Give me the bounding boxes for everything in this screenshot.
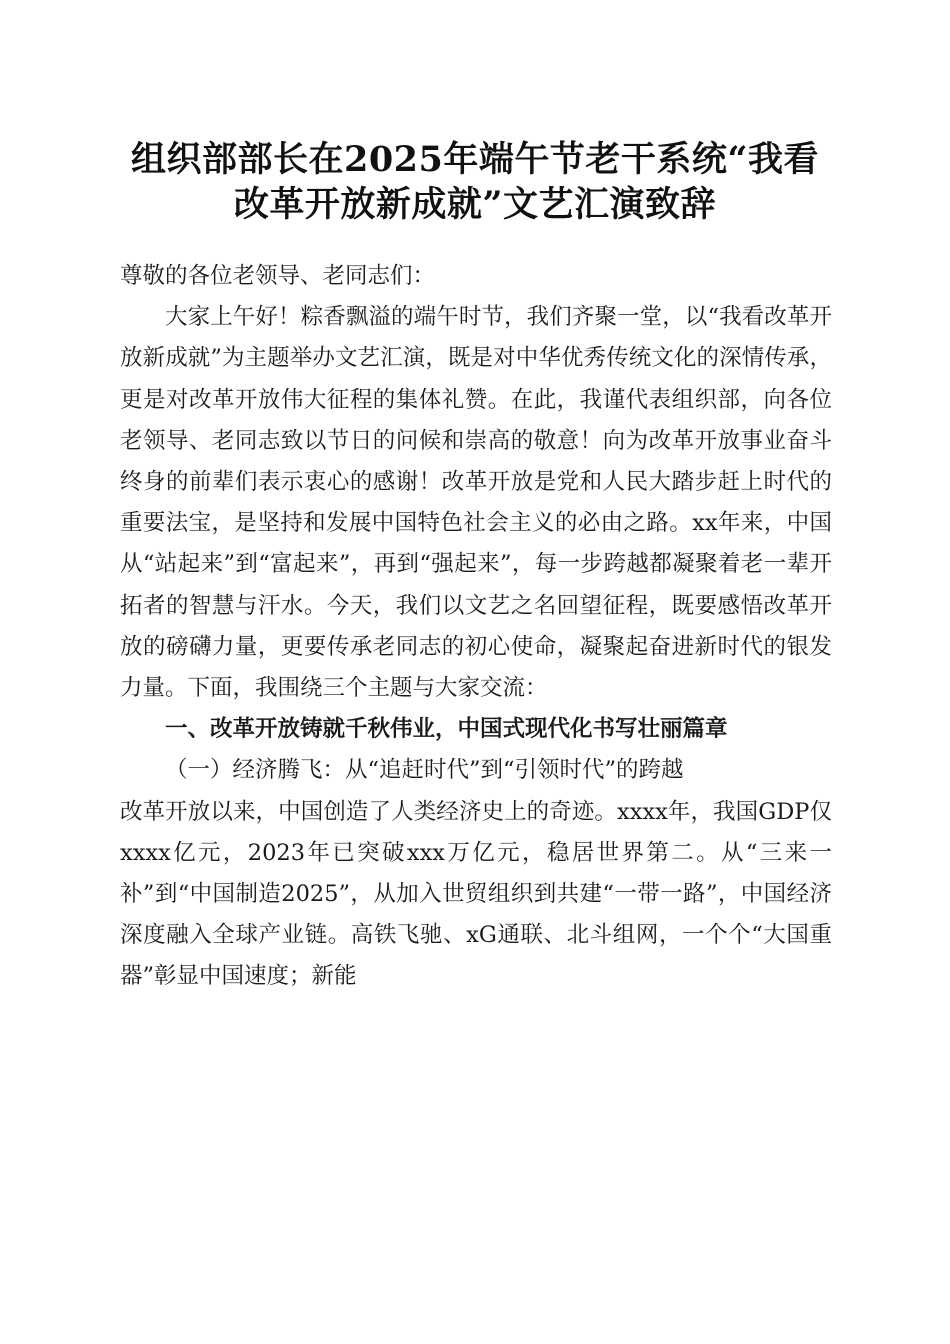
document-body	[120, 256, 832, 998]
salutation: 尊敬的各位老领导、老同志们：	[120, 263, 436, 289]
economy-paragraph: 改革开放以来，中国创造了人类经济史上的奇迹。xxxx年，我国GDP仅xxxx亿元，2023年已突破xxx万亿元，稳居世界第二。从“三来一补”到“中国制造2025”，从加入世贸组织到共建“一带一路”，中国经济深度融入全球产业链。高铁飞驰、xG通联、北斗组网，一个个“大国重器”彰显中国速度；新能	[120, 798, 832, 990]
section-1-heading: 一、改革开放铸就千秋伟业，中国式现代化书写壮丽篇章	[165, 716, 728, 743]
document-title-line-1: 组织部部长在2025年端午节老干系统“我看	[130, 139, 820, 180]
document-title-line-2: 改革开放新成就”文艺汇演致辞	[233, 184, 717, 225]
opening-paragraph: 大家上午好！粽香飘溢的端午时节，我们齐聚一堂，以“我看改革开放新成就”为主题举办文艺汇演，既是对中华优秀传统文化的深情传承，更是对改革开放伟大征程的集体礼赞。在此，我谨代表组织部，向各位老领导、老同志致以节日的问候和崇高的敬意！向为改革开放事业奋斗终身的前辈们表示衷心的感谢！改革开放是党和人民大踏步赶上时代的重要法宝，是坚持和发展中国特色社会主义的必由之路。xx年来，中国从“站起来”到“富起来”，再到“强起来”，每一步跨越都凝聚着老一辈开拓者的智慧与汗水。今天，我们以文艺之名回望征程，既要感悟改革开放的磅礴力量，更要传承老同志的初心使命，凝聚起奋进新时代的银发力量。下面，我围绕三个主题与大家交流：	[120, 304, 832, 702]
subsection-1-heading: （一）经济腾飞：从“追赶时代”到“引领时代”的跨越	[165, 757, 684, 784]
